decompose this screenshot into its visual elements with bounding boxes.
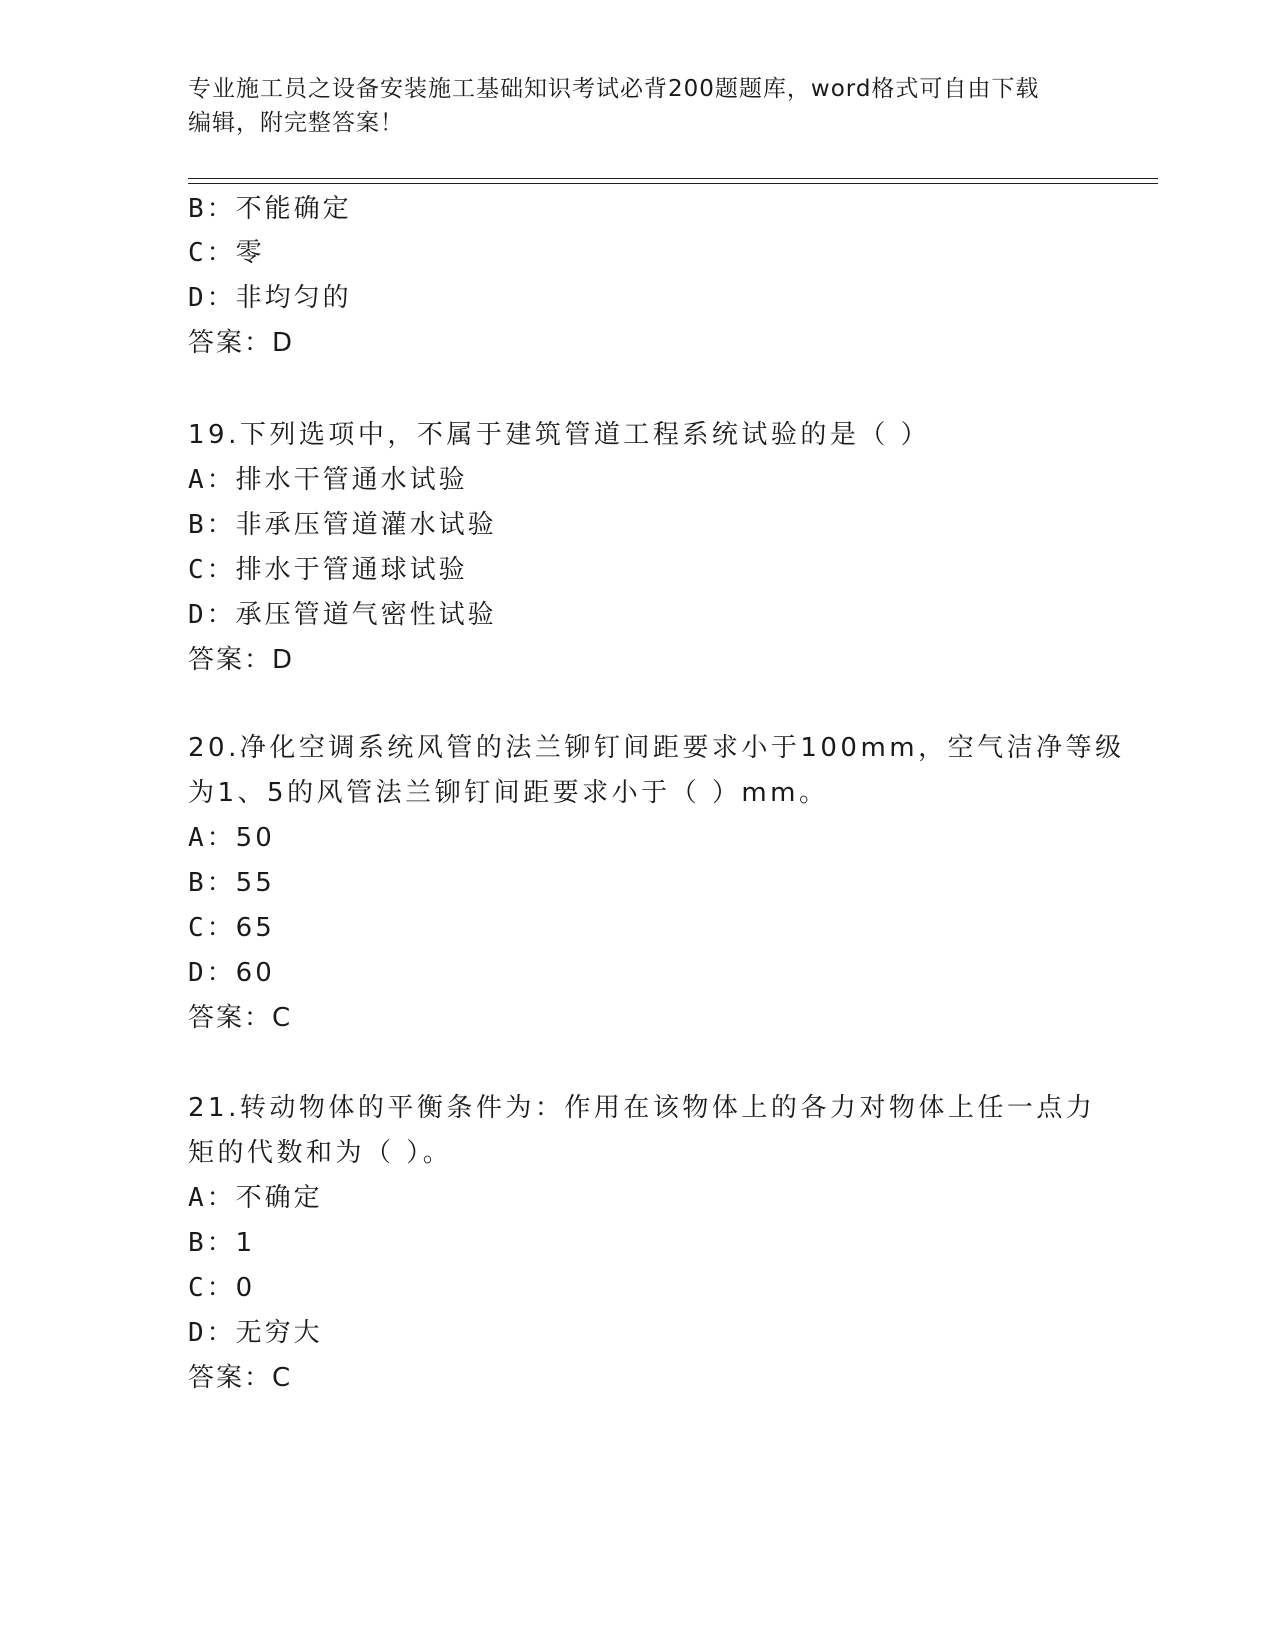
answer-line: 答案：D xyxy=(188,328,295,358)
option-a xyxy=(188,818,275,858)
header-line-1: 专业施工员之设备安装施工基础知识考试必背200题题库，word格式可自由下载 xyxy=(188,76,1040,102)
option-d xyxy=(188,1313,323,1353)
header-divider-top xyxy=(188,178,1158,179)
option-text: 排水于管通球试验 xyxy=(235,555,468,585)
option-a xyxy=(188,1178,323,1218)
option-text: 65 xyxy=(235,913,275,943)
question-21-stem-line-1: 21.转动物体的平衡条件为：作用在该物体上的各力对物体上任一点力 xyxy=(188,1093,1096,1123)
option-label: B： xyxy=(188,510,236,540)
document-header xyxy=(188,72,1088,140)
header-divider-bottom xyxy=(188,183,1158,184)
option-b xyxy=(188,863,275,903)
option-b xyxy=(188,505,497,545)
option-text: 无穷大 xyxy=(235,1318,323,1348)
option-label: A： xyxy=(188,1183,236,1213)
question-20-stem-line-1: 20.净化空调系统风管的法兰铆钉间距要求小于100mm，空气洁净等级 xyxy=(188,733,1125,763)
option-label: B： xyxy=(188,868,236,898)
option-b xyxy=(188,189,352,229)
option-c xyxy=(188,908,275,948)
option-text: 55 xyxy=(235,868,275,898)
option-c xyxy=(188,1268,255,1308)
option-label: D： xyxy=(188,1318,236,1348)
option-text: 不能确定 xyxy=(235,194,352,224)
question-21-stem-line-2: 矩的代数和为（ ）。 xyxy=(188,1138,453,1168)
option-label: D： xyxy=(188,958,236,988)
option-text: 不确定 xyxy=(235,1183,323,1213)
option-label: C： xyxy=(188,913,236,943)
option-text: 60 xyxy=(235,958,275,988)
option-text: 排水干管通水试验 xyxy=(235,465,468,495)
question-20-stem-line-2: 为1、5的风管法兰铆钉间距要求小于（ ）mm。 xyxy=(188,778,829,808)
option-d xyxy=(188,278,352,318)
header-line-2: 编辑，附完整答案！ xyxy=(188,110,404,136)
option-a xyxy=(188,460,468,500)
option-label: B： xyxy=(188,194,236,224)
option-label: A： xyxy=(188,823,236,853)
option-label: D： xyxy=(188,600,236,630)
option-d xyxy=(188,595,497,635)
option-text: 非均匀的 xyxy=(235,283,352,313)
option-label: D： xyxy=(188,283,236,313)
option-d xyxy=(188,953,275,993)
answer-line: 答案：C xyxy=(188,1363,293,1393)
option-text: 零 xyxy=(235,238,265,268)
option-label: C： xyxy=(188,555,236,585)
option-text: 0 xyxy=(235,1273,256,1303)
option-text: 非承压管道灌水试验 xyxy=(235,510,497,540)
option-label: C： xyxy=(188,238,236,268)
option-label: A： xyxy=(188,465,236,495)
option-text: 承压管道气密性试验 xyxy=(235,600,497,630)
option-b xyxy=(188,1223,255,1263)
option-label: C： xyxy=(188,1273,236,1303)
question-19-stem: 19.下列选项中，不属于建筑管道工程系统试验的是（ ） xyxy=(188,420,931,450)
option-text: 50 xyxy=(235,823,275,853)
option-c xyxy=(188,550,468,590)
option-text: 1 xyxy=(235,1228,256,1258)
option-c xyxy=(188,233,265,273)
answer-line: 答案：C xyxy=(188,1003,293,1033)
answer-line: 答案：D xyxy=(188,645,295,675)
option-label: B： xyxy=(188,1228,236,1258)
